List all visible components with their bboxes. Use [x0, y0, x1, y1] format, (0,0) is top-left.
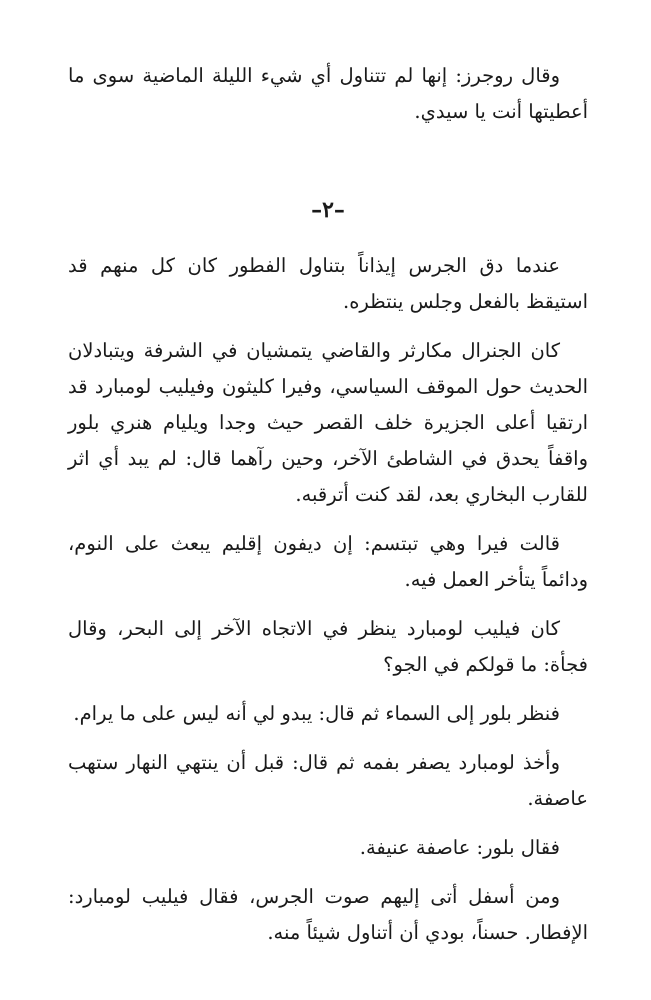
- paragraph-5: فنظر بلور إلى السماء ثم قال: يبدو لي أنه ليس على ما يرام.: [73, 702, 560, 725]
- paragraph-rogers: وقال روجرز: إنها لم تتناول أي شيء الليلة الماضية سوى ما أعطيتها أنت يا سيدي.: [68, 64, 588, 123]
- paragraph-1: عندما دق الجرس إيذاناً بتناول الفطور كان كل منهم قد استيقظ بالفعل وجلس ينتظره.: [68, 254, 588, 313]
- paragraph-4: كان فيليب لومبارد ينظر في الاتجاه الآخر إلى البحر، وقال فجأة: ما قولكم في الجو؟: [68, 617, 588, 676]
- paragraph-6: وأخذ لومبارد يصفر بفمه ثم قال: قبل أن ينتهي النهار ستهب عاصفة.: [68, 751, 588, 810]
- book-page: [68, 58, 588, 964]
- paragraph-8: ومن أسفل أتى إليهم صوت الجرس، فقال فيليب لومبارد: الإفطار. حسناً، بودي أن أتناول شيئاً منه.: [68, 885, 588, 944]
- paragraph-3: قالت فيرا وهي تبتسم: إن ديفون إقليم يبعث على النوم، ودائماً يتأخر العمل فيه.: [68, 532, 588, 591]
- chapter-heading: –٢–: [311, 197, 345, 223]
- paragraph-7: فقال بلور: عاصفة عنيفة.: [359, 836, 560, 859]
- paragraph-2: كان الجنرال مكارثر والقاضي يتمشيان في الشرفة ويتبادلان الحديث حول الموقف السياسي، وفيرا كليثون وفيليب لومبارد قد ارتقيا أعلى الجزيرة خلف القصر حيث وجدا ويليام هنري بلور واقفاً يحدق في الشاطئ الآخر، وحين رآهما قال: لم يبد أي اثر للقارب البخاري بعد، لقد كنت أترقبه.: [68, 339, 588, 506]
